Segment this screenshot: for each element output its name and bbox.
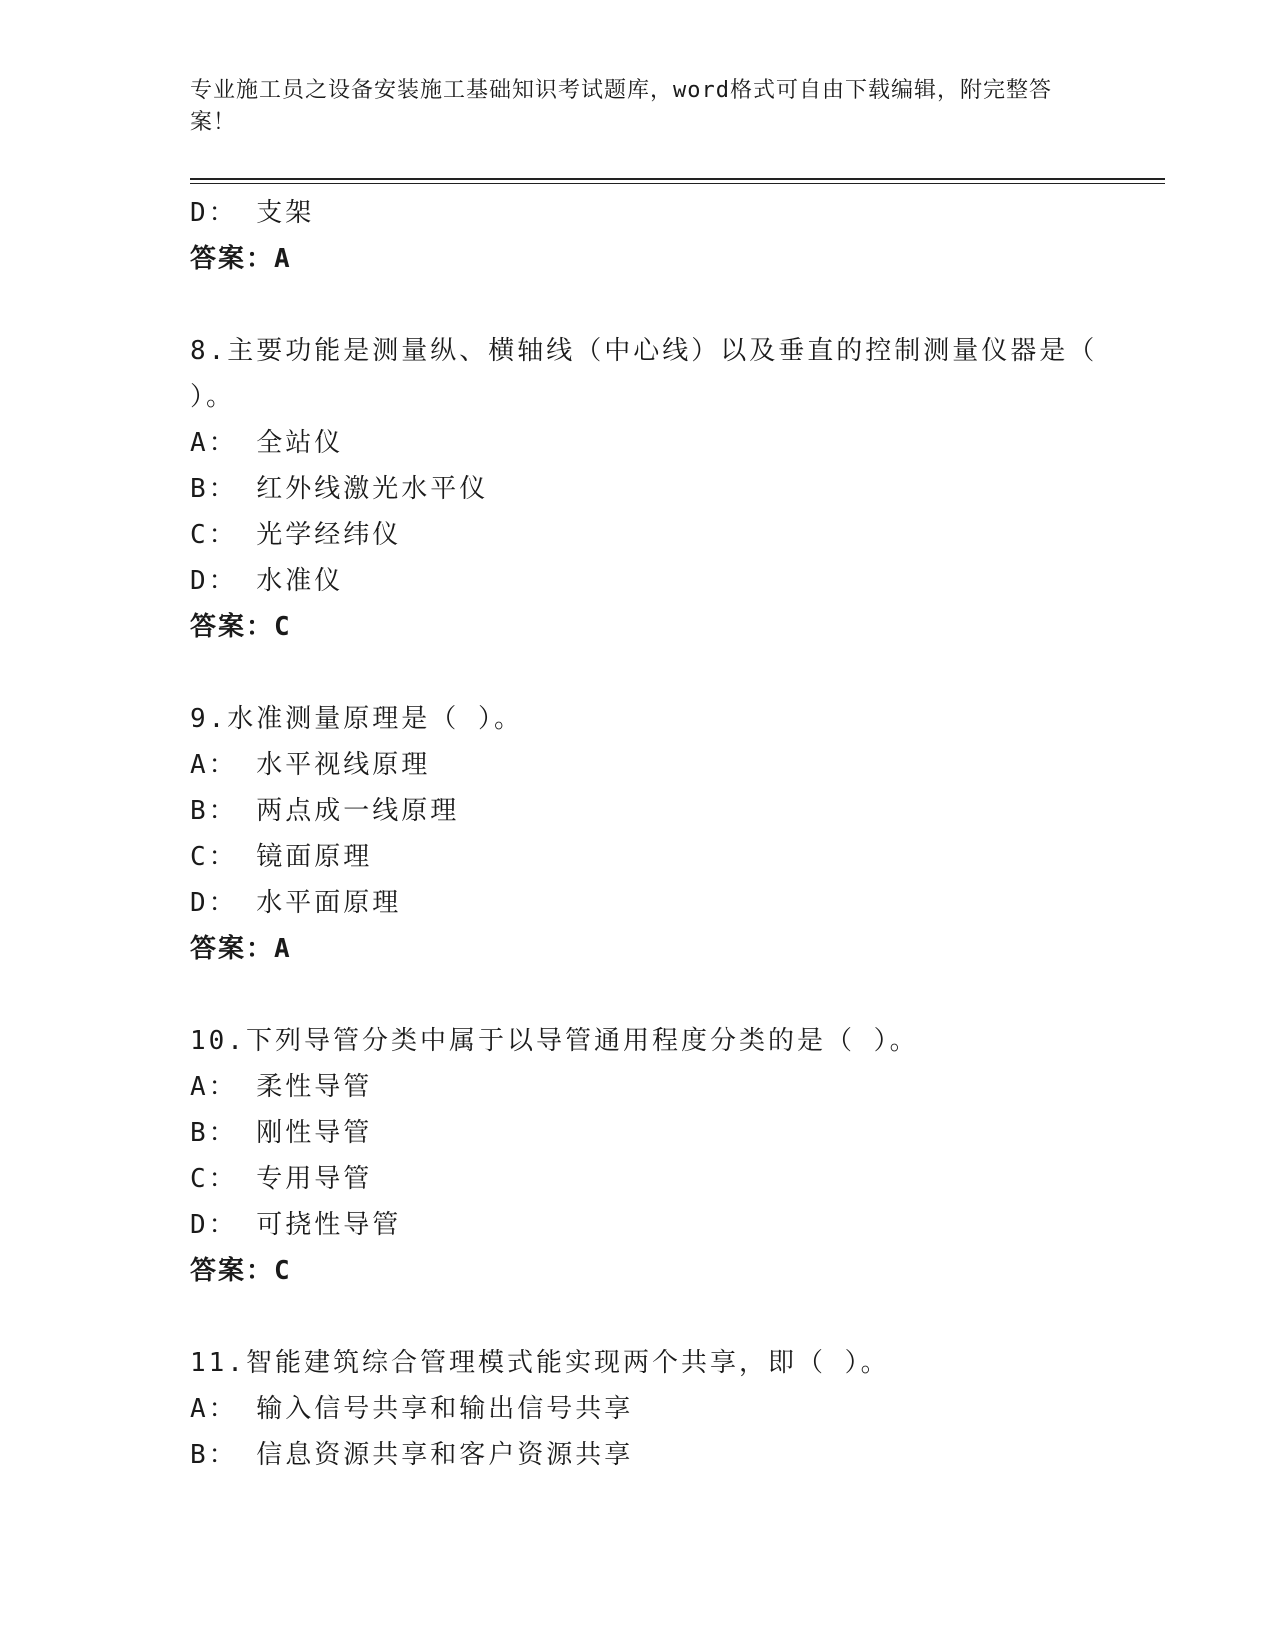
option-a: A： 柔性导管 xyxy=(190,1072,373,1102)
option-b: B： 信息资源共享和客户资源共享 xyxy=(190,1440,634,1470)
question-stem: 9.水准测量原理是（ ）。 xyxy=(190,704,523,734)
option-c: C： 光学经纬仪 xyxy=(190,520,402,550)
spacer xyxy=(190,972,1110,1018)
option-d: D： 水准仪 xyxy=(190,566,344,596)
option-b: B： 两点成一线原理 xyxy=(190,796,460,826)
spacer xyxy=(190,650,1110,696)
question-content xyxy=(190,190,1110,1478)
header-divider xyxy=(190,178,1165,184)
question-stem: 11.智能建筑综合管理模式能实现两个共享，即（ ）。 xyxy=(190,1348,890,1378)
page-header: 专业施工员之设备安装施工基础知识考试题库，word格式可自由下载编辑，附完整答案！ xyxy=(190,78,1052,135)
option-a: A： 全站仪 xyxy=(190,428,344,458)
option-a: A： 输入信号共享和输出信号共享 xyxy=(190,1394,634,1424)
option-d: D： 支架 xyxy=(190,198,315,228)
question-stem: 10.下列导管分类中属于以导管通用程度分类的是（ ）。 xyxy=(190,1026,919,1056)
option-a: A： 水平视线原理 xyxy=(190,750,431,780)
question-stem: 8.主要功能是测量纵、横轴线（中心线）以及垂直的控制测量仪器是（ ）。 xyxy=(190,336,1098,412)
option-d: D： 可挠性导管 xyxy=(190,1210,402,1240)
answer-line: 答案：C xyxy=(190,612,292,642)
answer-line: 答案：A xyxy=(190,244,292,274)
option-b: B： 刚性导管 xyxy=(190,1118,373,1148)
spacer xyxy=(190,282,1110,328)
answer-line: 答案：A xyxy=(190,934,292,964)
option-c: C： 镜面原理 xyxy=(190,842,373,872)
option-d: D： 水平面原理 xyxy=(190,888,402,918)
option-b: B： 红外线激光水平仪 xyxy=(190,474,489,504)
spacer xyxy=(190,1294,1110,1340)
option-c: C： 专用导管 xyxy=(190,1164,373,1194)
answer-line: 答案：C xyxy=(190,1256,292,1286)
